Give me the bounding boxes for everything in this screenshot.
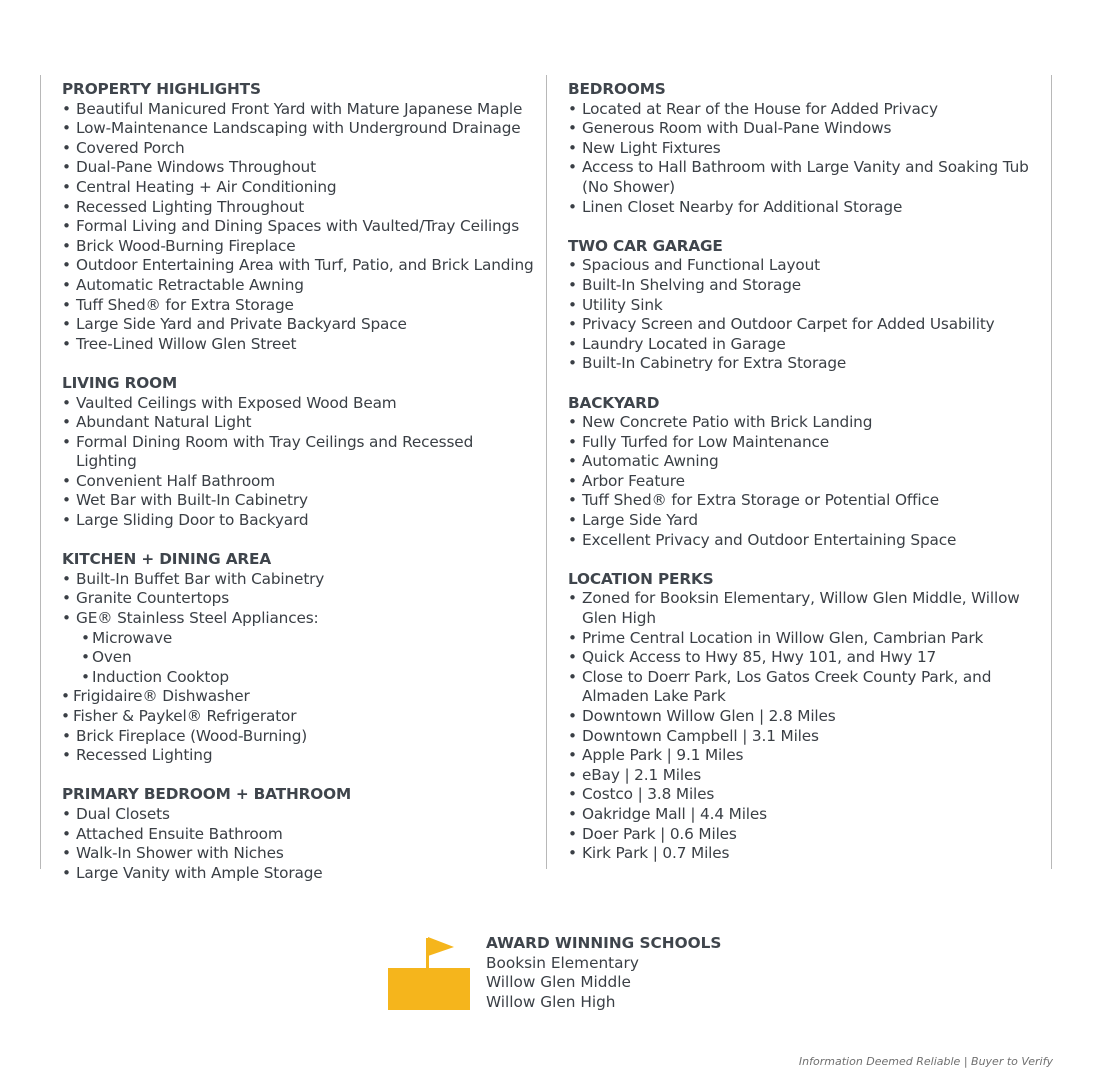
section-heading: BEDROOMS — [568, 80, 666, 98]
school-name: Willow Glen Middle — [486, 973, 631, 992]
flag-pennant — [428, 937, 454, 956]
list-item: • Built-In Buffet Bar with Cabinetry — [62, 570, 538, 590]
list-item: • Zoned for Booksin Elementary, Willow Glen Middle, Willow Glen High — [568, 589, 1038, 628]
list-item: • Formal Dining Room with Tray Ceilings and Recessed Lighting — [62, 433, 538, 472]
awards-heading: AWARD WINNING SCHOOLS — [486, 934, 722, 952]
award-text — [486, 934, 816, 1012]
right-column — [568, 80, 1038, 883]
list-item: • Fisher & Paykel® Refrigerator — [62, 707, 538, 727]
bullet-list — [62, 100, 538, 355]
section-property-highlights — [62, 80, 538, 354]
list-item: • Tree-Lined Willow Glen Street — [62, 335, 538, 355]
list-item: • Abundant Natural Light — [62, 413, 538, 433]
list-item: • Privacy Screen and Outdoor Carpet for Added Usability — [568, 315, 1038, 335]
bullet-list — [568, 413, 1038, 550]
list-item: • Dual-Pane Windows Throughout — [62, 158, 538, 178]
list-item: • Outdoor Entertaining Area with Turf, Patio, and Brick Landing — [62, 256, 538, 276]
section-kitchen-dining-area — [62, 550, 538, 766]
list-item: • New Light Fixtures — [568, 139, 1038, 159]
list-item: • Brick Wood-Burning Fireplace — [62, 237, 538, 257]
section-location-perks — [568, 570, 1038, 864]
list-item: • Frigidaire® Dishwasher — [62, 687, 538, 707]
list-item: • Tuff Shed® for Extra Storage — [62, 296, 538, 316]
list-item: • Induction Cooktop — [62, 668, 538, 688]
list-item: • Excellent Privacy and Outdoor Entertaining Space — [568, 531, 1038, 551]
section-heading: LOCATION PERKS — [568, 569, 714, 588]
section-two-car-garage — [568, 237, 1038, 374]
section-bedrooms — [568, 80, 1038, 217]
list-item: • Vaulted Ceilings with Exposed Wood Beam — [62, 394, 538, 414]
left-column — [62, 80, 538, 903]
school-name: Booksin Elementary — [486, 953, 639, 972]
list-item: • Doer Park | 0.6 Miles — [568, 825, 1038, 845]
list-item: • New Concrete Patio with Brick Landing — [568, 413, 1038, 433]
bullet-list — [62, 394, 538, 531]
section-heading: TWO CAR GARAGE — [568, 236, 723, 255]
list-item: • Walk-In Shower with Niches — [62, 844, 538, 864]
bullet-list — [62, 570, 538, 766]
list-item: • Built-In Shelving and Storage — [568, 276, 1038, 296]
right-divider — [1051, 75, 1052, 869]
section-heading: PROPERTY HIGHLIGHTS — [62, 80, 261, 98]
center-divider — [546, 75, 547, 869]
list-item: • Downtown Campbell | 3.1 Miles — [568, 727, 1038, 747]
list-item: • Formal Living and Dining Spaces with Vaulted/Tray Ceilings — [62, 217, 538, 237]
flag-building — [388, 968, 470, 1010]
list-item: • Granite Countertops — [62, 589, 538, 609]
bullet-list — [568, 589, 1038, 863]
list-item: • Close to Doerr Park, Los Gatos Creek County Park, and Almaden Lake Park — [568, 668, 1038, 707]
list-item: • GE® Stainless Steel Appliances: — [62, 609, 538, 629]
list-item: • Apple Park | 9.1 Miles — [568, 746, 1038, 766]
list-item: • Recessed Lighting Throughout — [62, 198, 538, 218]
list-item: • Attached Ensuite Bathroom — [62, 825, 538, 845]
list-item: • Automatic Awning — [568, 452, 1038, 472]
list-item: • Spacious and Functional Layout — [568, 256, 1038, 276]
list-item: • Arbor Feature — [568, 472, 1038, 492]
list-item: • Located at Rear of the House for Added Privacy — [568, 100, 1038, 120]
list-item: • Oven — [62, 648, 538, 668]
list-item: • Wet Bar with Built-In Cabinetry — [62, 491, 538, 511]
list-item: • Large Side Yard — [568, 511, 1038, 531]
list-item: • Central Heating + Air Conditioning — [62, 178, 538, 198]
list-item: • Covered Porch — [62, 139, 538, 159]
list-item: • Convenient Half Bathroom — [62, 472, 538, 492]
section-heading: KITCHEN + DINING AREA — [62, 550, 272, 569]
list-item: • Recessed Lighting — [62, 746, 538, 766]
list-item: • Fully Turfed for Low Maintenance — [568, 433, 1038, 453]
list-item: • Beautiful Manicured Front Yard with Mature Japanese Maple — [62, 100, 538, 120]
list-item: • Downtown Willow Glen | 2.8 Miles — [568, 707, 1038, 727]
list-item: • Low-Maintenance Landscaping with Underground Drainage — [62, 119, 538, 139]
section-heading: LIVING ROOM — [62, 373, 178, 392]
list-item: • Prime Central Location in Willow Glen, Cambrian Park — [568, 629, 1038, 649]
list-item: • Quick Access to Hwy 85, Hwy 101, and Hwy 17 — [568, 648, 1038, 668]
section-backyard — [568, 394, 1038, 551]
list-item: • Built-In Cabinetry for Extra Storage — [568, 354, 1038, 374]
list-item: • Large Sliding Door to Backyard — [62, 511, 538, 531]
bullet-list — [62, 805, 538, 883]
list-item: • Linen Closet Nearby for Additional Storage — [568, 198, 1038, 218]
list-item: • Brick Fireplace (Wood-Burning) — [62, 727, 538, 747]
section-heading: PRIMARY BEDROOM + BATHROOM — [62, 785, 352, 804]
school-name: Willow Glen High — [486, 992, 616, 1011]
list-item: • Costco | 3.8 Miles — [568, 785, 1038, 805]
list-item: • Utility Sink — [568, 296, 1038, 316]
bullet-list — [568, 100, 1038, 218]
list-item: • Automatic Retractable Awning — [62, 276, 538, 296]
bullet-list — [568, 256, 1038, 374]
list-item: • eBay | 2.1 Miles — [568, 766, 1038, 786]
list-item: • Large Vanity with Ample Storage — [62, 864, 538, 884]
section-living-room — [62, 374, 538, 531]
list-item: • Laundry Located in Garage — [568, 335, 1038, 355]
list-item: • Oakridge Mall | 4.4 Miles — [568, 805, 1038, 825]
list-item: • Microwave — [62, 629, 538, 649]
school-flag-icon — [388, 934, 472, 1010]
list-item: • Kirk Park | 0.7 Miles — [568, 844, 1038, 864]
list-item: • Dual Closets — [62, 805, 538, 825]
left-divider — [40, 75, 41, 869]
disclaimer: Information Deemed Reliable | Buyer to Verify — [798, 1055, 1053, 1068]
section-primary-bedroom-bathroom — [62, 785, 538, 883]
section-heading: BACKYARD — [568, 393, 660, 412]
list-item: • Generous Room with Dual-Pane Windows — [568, 119, 1038, 139]
list-item: • Large Side Yard and Private Backyard Space — [62, 315, 538, 335]
list-item: • Access to Hall Bathroom with Large Vanity and Soaking Tub (No Shower) — [568, 158, 1038, 197]
list-item: • Tuff Shed® for Extra Storage or Potential Office — [568, 491, 1038, 511]
